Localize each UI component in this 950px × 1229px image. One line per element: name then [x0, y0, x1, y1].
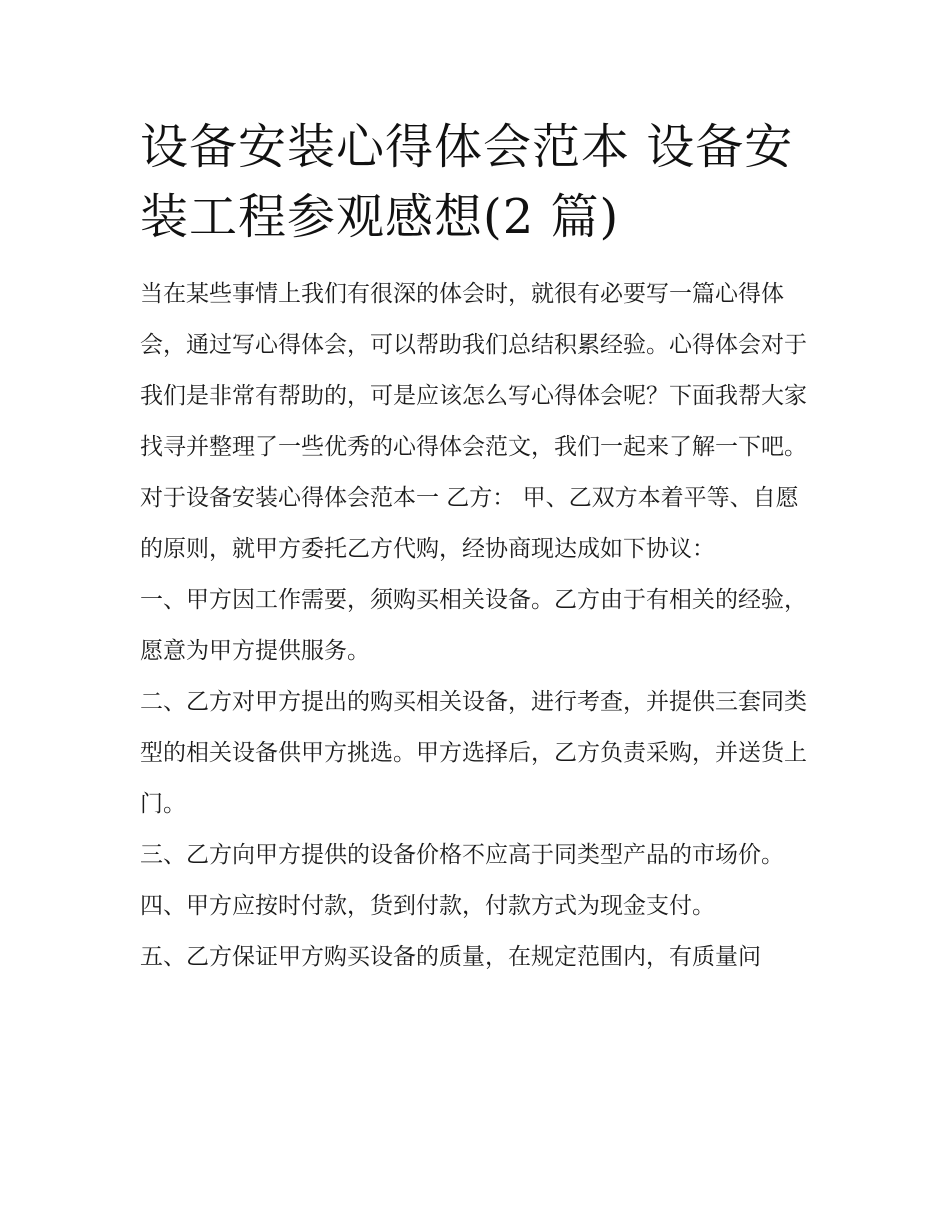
- paragraph-clause-1: 一、甲方因工作需要，须购买相关设备。乙方由于有相关的经验，愿意为甲方提供服务。: [140, 587, 807, 664]
- paragraph-agreement-preamble: 对于设备安装心得体会范本一 乙方： 甲、乙双方本着平等、自愿的原则，就甲方委托乙方代购，经协商现达成如下协议：: [140, 485, 799, 562]
- paragraph-clause-2: 二、乙方对甲方提出的购买相关设备，进行考查，并提供三套同类型的相关设备供甲方挑选。甲方选择后，乙方负责采购，并送货上门。: [140, 689, 807, 817]
- paragraph-intro: 当在某些事情上我们有很深的体会时，就很有必要写一篇心得体会，通过写心得体会，可以帮助我们总结积累经验。心得体会对于我们是非常有帮助的，可是应该怎么写心得体会呢？下面我帮大家找寻并整理了一些优秀的心得体会范文，我们一起来了解一下吧。: [140, 281, 807, 460]
- paragraph-clause-5: 五、乙方保证甲方购买设备的质量，在规定范围内，有质量问: [140, 944, 761, 970]
- paragraph-clause-3-4: 三、乙方向甲方提供的设备价格不应高于同类型产品的市场价。 四、甲方应按时付款，货到付款，付款方式为现金支付。: [140, 842, 784, 919]
- document-title: 设备安装心得体会范本 设备安装工程参观感想(2 篇): [140, 119, 794, 245]
- document-body: [140, 112, 820, 983]
